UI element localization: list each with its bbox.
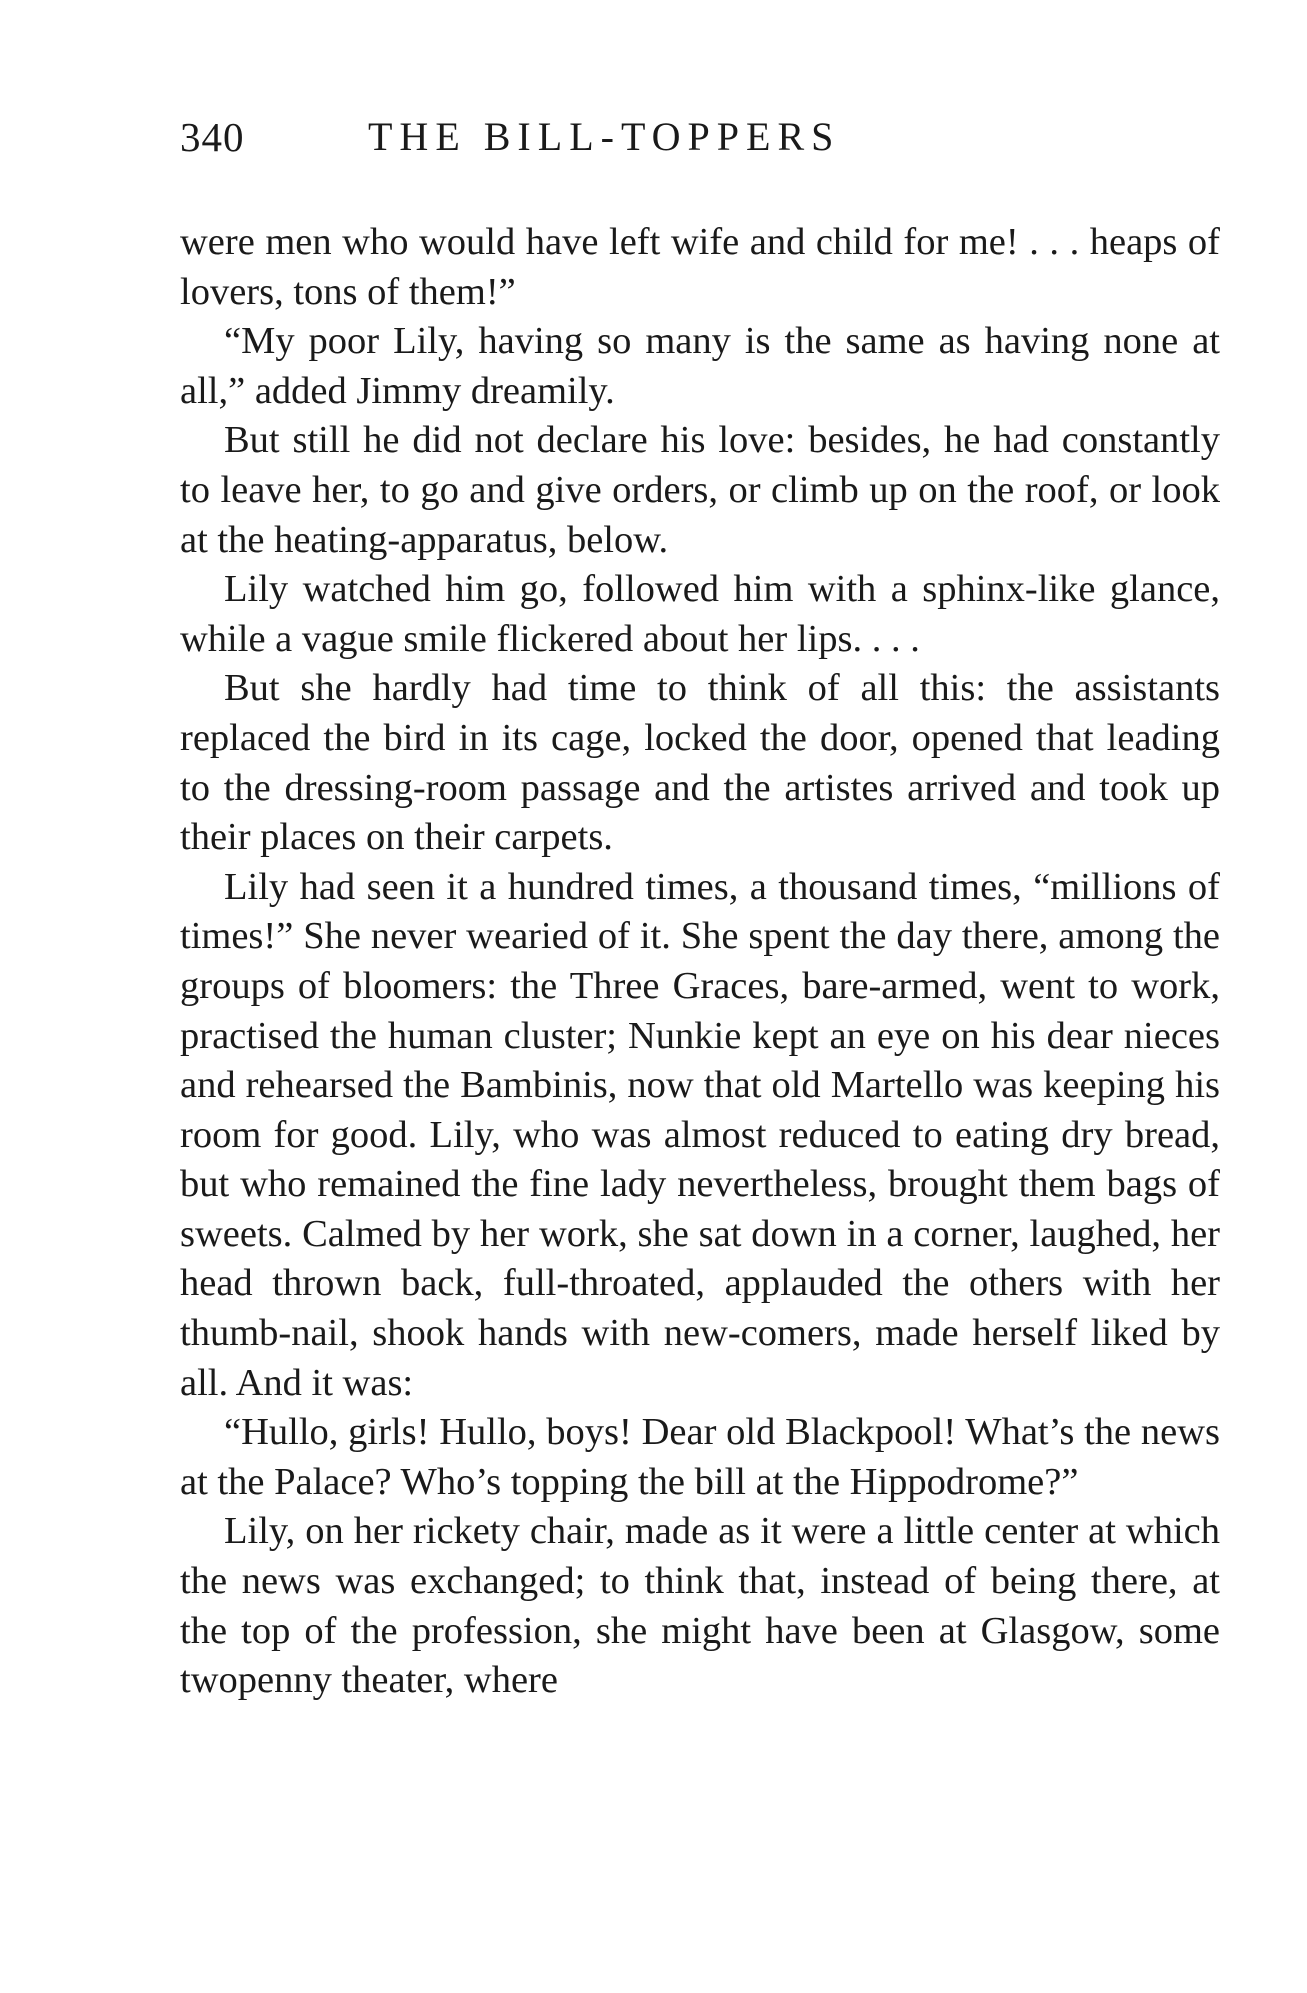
- body-text: [180, 218, 1220, 1706]
- paragraph: Lily watched him go, followed him with a sphinx-like glance, while a vague smile flickered about her lips. . . .: [180, 568, 1220, 660]
- running-title: THE BILL-TOPPERS: [368, 114, 841, 159]
- paragraph: But she hardly had time to think of all this: the assistants replaced the bird in its cage, locked the door, opened that leading to the dressing-room passage and the artistes arrived and took up their places on their carpets.: [180, 667, 1220, 859]
- paragraph: Lily, on her rickety chair, made as it were a little center at which the news was exchanged; to think that, instead of being there, at the top of the profession, she might have been at Glasgow, some twopenny theater, where: [180, 1510, 1220, 1702]
- paragraph: Lily had seen it a hundred times, a thousand times, “millions of times!” She never wearied of it. She spent the day there, among the groups of bloomers: the Three Graces, bare-armed, went to work, practised the human cluster; Nunkie kept an eye on his dear nieces and rehearsed the Bambinis, now that old Martello was keeping his room for good. Lily, who was almost reduced to eating dry bread, but who remained the fine lady nevertheless, brought them bags of sweets. Calmed by her work, she sat down in a corner, laughed, her head thrown back, full-throated, applauded the others with her thumb-nail, shook hands with new-comers, made herself liked by all. And it was:: [180, 865, 1220, 1404]
- running-header: [180, 113, 1220, 173]
- page-number: 340: [180, 114, 245, 160]
- paragraph-continuation: were men who would have left wife and child for me! . . . heaps of lovers, tons of them!”: [180, 221, 1220, 313]
- paragraph: “My poor Lily, having so many is the same as having none at all,” added Jimmy dreamily.: [180, 320, 1220, 412]
- paragraph: “Hullo, girls! Hullo, boys! Dear old Blackpool! What’s the news at the Palace? Who’s topping the bill at the Hippodrome?”: [180, 1411, 1220, 1503]
- paragraph: But still he did not declare his love: besides, he had constantly to leave her, to go and give orders, or climb up on the roof, or look at the heating-apparatus, below.: [180, 419, 1220, 561]
